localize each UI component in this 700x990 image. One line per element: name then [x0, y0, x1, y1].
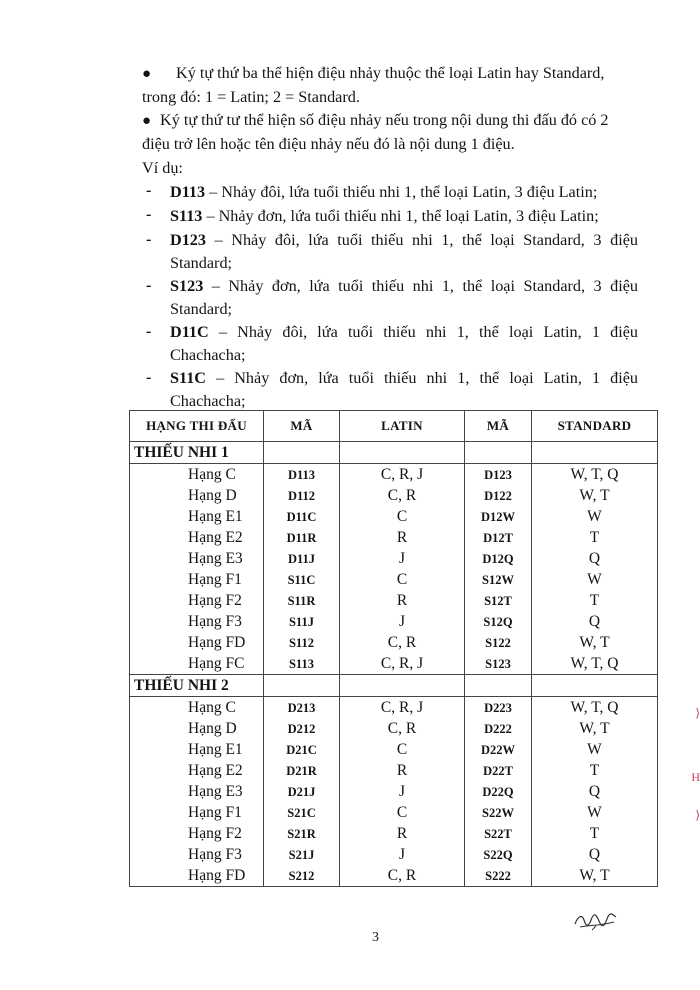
standard-code-cell: D12W [465, 506, 532, 527]
bullet-2-line-2: điệu trở lên hoặc tên điệu nhảy nếu đó là nội dung 1 điệu. [142, 135, 515, 153]
rank-cell: Hạng C [130, 697, 264, 719]
standard-code-cell: D22Q [465, 781, 532, 802]
latin-dances-cell: C, R, J [340, 697, 465, 719]
standard-code-cell: D223 [465, 697, 532, 719]
table-body [130, 442, 658, 887]
ranking-table [129, 410, 658, 887]
standard-dances-cell: Q [532, 781, 658, 802]
bullet-icon: ● [142, 66, 152, 82]
example-code: S123 [170, 277, 204, 295]
standard-code-cell: S12W [465, 569, 532, 590]
standard-code-cell: D12Q [465, 548, 532, 569]
standard-code-cell: S222 [465, 865, 532, 887]
empty-cell [264, 675, 340, 697]
standard-code-cell: D22T [465, 760, 532, 781]
rank-cell: Hạng D [130, 485, 264, 506]
rank-cell: Hạng E3 [130, 548, 264, 569]
bullet-icon: ● [142, 113, 152, 129]
latin-dances-cell: R [340, 823, 465, 844]
standard-dances-cell: T [532, 527, 658, 548]
standard-code-cell: D123 [465, 464, 532, 486]
example-label: Ví dụ: [142, 159, 183, 177]
example-continuation: Standard; [170, 300, 233, 318]
example-item [170, 367, 638, 389]
latin-code-cell: D112 [264, 485, 340, 506]
latin-dances-cell: R [340, 527, 465, 548]
table-row [130, 464, 658, 486]
example-text: – Nhảy đôi, lứa tuổi thiếu nhi 1, thể loại Latin, 1 điệu [208, 323, 638, 341]
header-code-latin: MÃ [264, 411, 340, 442]
latin-code-cell: D212 [264, 718, 340, 739]
example-item [170, 229, 638, 251]
table-row [130, 718, 658, 739]
latin-code-cell: S11C [264, 569, 340, 590]
latin-code-cell: S113 [264, 653, 340, 675]
standard-dances-cell: W [532, 506, 658, 527]
rank-cell: Hạng FD [130, 632, 264, 653]
table-row [130, 527, 658, 548]
table-row [130, 590, 658, 611]
example-text: – Nhảy đơn, lứa tuổi thiếu nhi 1, thể loại Latin, 3 điệu Latin; [202, 207, 599, 225]
latin-dances-cell: J [340, 611, 465, 632]
standard-dances-cell: W, T, Q [532, 464, 658, 486]
table-row [130, 506, 658, 527]
latin-code-cell: D21J [264, 781, 340, 802]
rank-cell: Hạng F2 [130, 823, 264, 844]
latin-dances-cell: C [340, 506, 465, 527]
standard-code-cell: S12T [465, 590, 532, 611]
table-row [130, 485, 658, 506]
empty-cell [264, 442, 340, 464]
table-row [130, 697, 658, 719]
table-row [130, 548, 658, 569]
empty-cell [532, 442, 658, 464]
standard-code-cell: D22W [465, 739, 532, 760]
latin-dances-cell: R [340, 590, 465, 611]
rank-cell: Hạng E2 [130, 760, 264, 781]
rank-cell: Hạng F1 [130, 802, 264, 823]
group-name: THIẾU NHI 1 [130, 442, 264, 464]
example-code: S11C [170, 369, 206, 387]
latin-dances-cell: C, R [340, 632, 465, 653]
table-group-row [130, 442, 658, 464]
empty-cell [532, 675, 658, 697]
dash-icon: - [146, 277, 152, 294]
standard-dances-cell: W [532, 739, 658, 760]
example-item [170, 275, 638, 297]
example-text: – Nhảy đôi, lứa tuổi thiếu nhi 1, thể loại Latin, 3 điệu Latin; [205, 183, 598, 201]
latin-code-cell: D21C [264, 739, 340, 760]
standard-code-cell: D222 [465, 718, 532, 739]
rank-cell: Hạng FD [130, 865, 264, 887]
example-continuation: Standard; [170, 254, 233, 272]
latin-code-cell: D11J [264, 548, 340, 569]
header-standard: STANDARD [532, 411, 658, 442]
example-text: – Nhảy đơn, lứa tuổi thiếu nhi 1, thể loại Standard, 3 điệu [203, 277, 638, 295]
latin-code-cell: D11R [264, 527, 340, 548]
table-row [130, 611, 658, 632]
table-row [130, 739, 658, 760]
stamp-fragment-icon: ⟩ [695, 808, 700, 822]
latin-code-cell: D213 [264, 697, 340, 719]
empty-cell [340, 442, 465, 464]
standard-dances-cell: W, T [532, 632, 658, 653]
table-row [130, 760, 658, 781]
standard-dances-cell: Q [532, 548, 658, 569]
latin-dances-cell: C [340, 569, 465, 590]
header-latin: LATIN [340, 411, 465, 442]
table-row [130, 844, 658, 865]
group-name: THIẾU NHI 2 [130, 675, 264, 697]
table-row [130, 653, 658, 675]
latin-code-cell: S21R [264, 823, 340, 844]
table-row [130, 781, 658, 802]
latin-dances-cell: C, R, J [340, 464, 465, 486]
example-code: D123 [170, 231, 206, 249]
rank-cell: Hạng E3 [130, 781, 264, 802]
rank-cell: Hạng F3 [130, 611, 264, 632]
standard-dances-cell: W, T [532, 865, 658, 887]
standard-code-cell: D122 [465, 485, 532, 506]
empty-cell [465, 442, 532, 464]
page-number: 3 [372, 930, 379, 945]
standard-code-cell: S123 [465, 653, 532, 675]
standard-dances-cell: T [532, 590, 658, 611]
latin-code-cell: S212 [264, 865, 340, 887]
rank-cell: Hạng FC [130, 653, 264, 675]
table-header-row [130, 411, 658, 442]
table-row [130, 632, 658, 653]
rank-cell: Hạng F3 [130, 844, 264, 865]
standard-code-cell: S22Q [465, 844, 532, 865]
latin-code-cell: S11R [264, 590, 340, 611]
latin-code-cell: S21J [264, 844, 340, 865]
rank-cell: Hạng F2 [130, 590, 264, 611]
standard-dances-cell: W, T [532, 485, 658, 506]
table-row [130, 802, 658, 823]
header-rank: HẠNG THI ĐẤU [130, 411, 264, 442]
example-continuation: Chachacha; [170, 392, 246, 410]
stamp-fragment-icon: ⟩ [695, 706, 700, 720]
example-text: – Nhảy đôi, lứa tuổi thiếu nhi 1, thể loại Standard, 3 điệu [205, 231, 638, 249]
example-item [170, 321, 638, 343]
table-row [130, 865, 658, 887]
header-code-standard: MÃ [465, 411, 532, 442]
standard-dances-cell: W, T, Q [532, 697, 658, 719]
standard-code-cell: S22T [465, 823, 532, 844]
standard-dances-cell: T [532, 760, 658, 781]
standard-code-cell: S122 [465, 632, 532, 653]
latin-dances-cell: J [340, 781, 465, 802]
rank-cell: Hạng E1 [130, 506, 264, 527]
rank-cell: Hạng F1 [130, 569, 264, 590]
latin-code-cell: D21R [264, 760, 340, 781]
rank-cell: Hạng E2 [130, 527, 264, 548]
standard-code-cell: S22W [465, 802, 532, 823]
latin-code-cell: S21C [264, 802, 340, 823]
latin-code-cell: S11J [264, 611, 340, 632]
example-code: D11C [170, 323, 209, 341]
standard-dances-cell: Q [532, 844, 658, 865]
empty-cell [465, 675, 532, 697]
table-row [130, 823, 658, 844]
standard-code-cell: D12T [465, 527, 532, 548]
latin-dances-cell: C [340, 739, 465, 760]
standard-code-cell: S12Q [465, 611, 532, 632]
example-continuation: Chachacha; [170, 346, 246, 364]
stamp-fragment-icon: H [691, 770, 700, 784]
latin-code-cell: S112 [264, 632, 340, 653]
example-code: S113 [170, 207, 203, 225]
standard-dances-cell: Q [532, 611, 658, 632]
standard-dances-cell: W [532, 569, 658, 590]
dash-icon: - [146, 231, 152, 248]
bullet-1-line-1: Ký tự thứ ba thể hiện điệu nhảy thuộc thể loại Latin hay Standard, [176, 64, 605, 82]
dash-icon: - [146, 182, 152, 199]
latin-dances-cell: C, R [340, 485, 465, 506]
rank-cell: Hạng D [130, 718, 264, 739]
handwritten-signature-icon [572, 908, 620, 934]
standard-dances-cell: W [532, 802, 658, 823]
table-row [130, 569, 658, 590]
latin-dances-cell: C, R [340, 865, 465, 887]
bullet-2-line-1: Ký tự thứ tư thể hiện số điệu nhảy nếu trong nội dung thi đấu đó có 2 [160, 111, 609, 129]
standard-dances-cell: W, T [532, 718, 658, 739]
latin-dances-cell: C [340, 802, 465, 823]
latin-dances-cell: J [340, 844, 465, 865]
latin-dances-cell: R [340, 760, 465, 781]
latin-dances-cell: C, R [340, 718, 465, 739]
bullet-1-line-2: trong đó: 1 = Latin; 2 = Standard. [142, 88, 360, 106]
dash-icon: - [146, 369, 152, 386]
example-code: D113 [170, 183, 206, 201]
dash-icon: - [146, 323, 152, 340]
latin-dances-cell: J [340, 548, 465, 569]
example-item [170, 181, 638, 203]
standard-dances-cell: T [532, 823, 658, 844]
empty-cell [340, 675, 465, 697]
table-group-row [130, 675, 658, 697]
rank-cell: Hạng E1 [130, 739, 264, 760]
dash-icon: - [146, 206, 152, 223]
latin-code-cell: D113 [264, 464, 340, 486]
example-item [170, 205, 638, 227]
rank-cell: Hạng C [130, 464, 264, 486]
latin-dances-cell: C, R, J [340, 653, 465, 675]
standard-dances-cell: W, T, Q [532, 653, 658, 675]
latin-code-cell: D11C [264, 506, 340, 527]
example-text: – Nhảy đơn, lứa tuổi thiếu nhi 1, thể loại Latin, 1 điệu [206, 369, 638, 387]
